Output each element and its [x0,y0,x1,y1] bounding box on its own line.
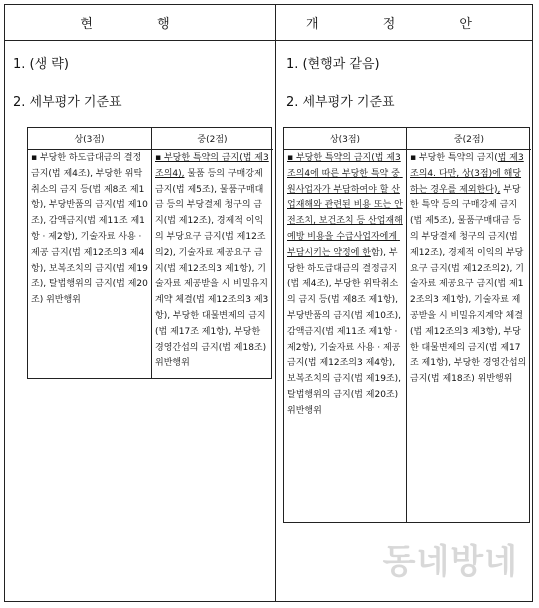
left-col-mid: 중(2점) [152,128,273,150]
left-mid-underlined: ▪ 부당한 특약의 금지(법 제3조의4), [155,153,269,179]
left-item2: 2. 세부평가 기준표 [13,95,122,110]
right-mid-cell [407,150,531,522]
right-criteria-table [283,127,530,523]
right-item2: 2. 세부평가 기준표 [286,95,395,110]
header-current: 현 행 [5,5,275,41]
left-mid-cell [152,150,273,378]
right-high-text: 함), 부당한 하도급대금의 결정금지(법 제4조), 부당한 위탁취소의 금지 등(법 제8조 제1항), 부당반품의 금지(법 제10조), 감액금지(법 제11조 제1항 · 제2항), 기술자료 사용 · 제공 금지(법 제12조의3 제4항), 보복조치의 금지(법 제19조), 탈법행위의 금지(법 제20조) 위반행위 [287,247,404,416]
header-proposed: 개 정 안 [276,5,532,41]
right-col-mid: 중(2점) [407,128,531,150]
left-mid-text: 물품 등의 구매강제 금지(법 제5조), 물품구매대금 등의 부당결제 청구의 금지(법 제12조), 경제적 이익의 부당요구 금지(법 제12조의2), 기술자료 제공요구 금지(법 제12조의3 제1항), 기술자료 제공받을 시 비밀유지계약 체결(법 제12조의3 제3항), 부당한 대물변제의 금지(법 제17조 제1항), 부당한 경영간섭의 금지(법 제18조) 위반행위 [155,168,270,369]
left-item1: 1. (생 략) [13,57,69,72]
right-mid-underlined: 법 제3조의4. 다만, 상(3점)에 해당하는 경우를 제외한다), [410,153,524,195]
left-high-cell: ▪ 부당한 하도급대금의 결정금지(법 제4조), 부당한 위탁취소의 금지 등(법 제8조 제1항), 부당반품의 금지(법 제10조), 감액금지(법 제11조 제1항 · 제2항), 기술자료 사용 · 제공 금지(법 제12조의3 제4항), 보복조치의 금지(법 제19조), 탈법행위의 금지(법 제20조) 위반행위 [31,153,148,306]
column-divider [275,5,276,601]
watermark-logo: 동네방네 [382,542,518,582]
left-col-high: 상(3점) [28,128,151,150]
right-col-high: 상(3점) [284,128,406,150]
right-mid-text: 부당한 특약 등의 구매강제 금지(법 제5조), 물품구매대금 등의 부당결제 청구의 금지(법 제12조), 경제적 이익의 부당요구 금지(법 제12조의2), 기술자료 제공요구 금지(법 제12조의3 제1항), 기술자료 제공받을 시 비밀유지계약 체결(법 제12조의3 제3항), 부당한 대물변제의 금지(법 제17조 제1항), 부당한 경영간섭의 금지(법 제18조) 위반행위 [410,184,530,385]
right-high-underlined: ▪ 부당한 특약의 금지(법 제3조의4에 따른 부당한 특약 중 원사업자가 부담하여야 할 산업재해와 관련된 비용 또는 안전조치, 보건조치 등 산업재해예방 비용을 수급사업자에게 부담시키는 약정에 한 [287,153,403,258]
comparison-table [4,4,533,602]
right-high-cell [284,150,406,522]
left-criteria-table [27,127,272,379]
right-mid-a: ▪ 부당한 특약의 금지( [410,153,498,163]
right-item1: 1. (현행과 같음) [286,57,380,72]
